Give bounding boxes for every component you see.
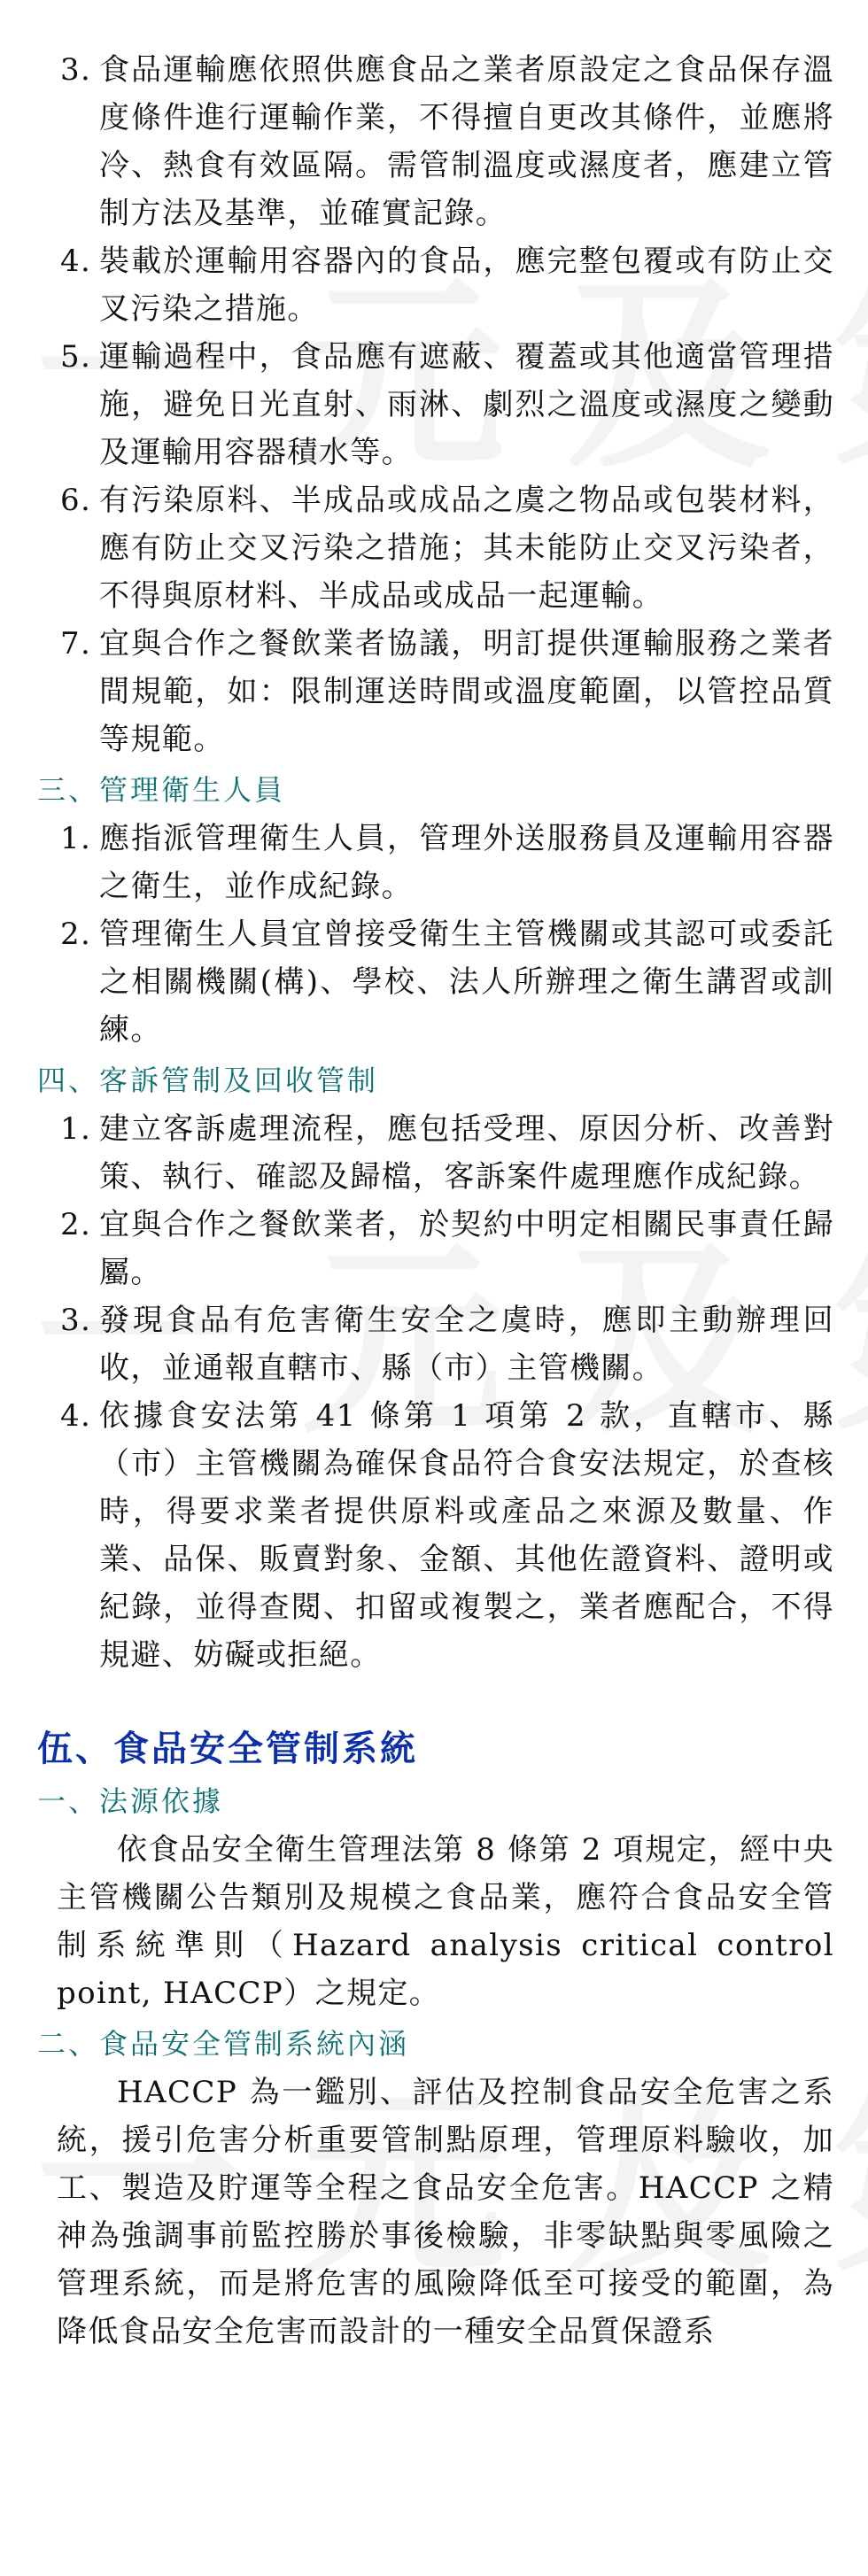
item-text: 依據食安法第 41 條第 1 項第 2 款，直轄市、縣（市）主管機關為確保食品符合食安法規定，於查核時，得要求業者提供原料或產品之來源及數量、作業、品保、販賣對象、金額、其他佐證資料、證明或紀錄，並得查閱、扣留或複製之，業者應配合，不得規避、妨礙或拒絕。 xyxy=(99,1398,834,1673)
list-item xyxy=(37,910,834,1054)
item-text: 有污染原料、半成品或成品之虞之物品或包裝材料，應有防止交叉污染之措施；其未能防止交叉污染者，不得與原材料、半成品或成品一起運輸。 xyxy=(99,483,834,614)
item-number: 3. xyxy=(60,1303,92,1338)
list-item xyxy=(37,333,834,476)
item-number: 4. xyxy=(60,244,92,279)
item-number: 4. xyxy=(60,1398,92,1434)
item-text: 宜與合作之餐飲業者，於契約中明定相關民事責任歸屬。 xyxy=(99,1207,834,1290)
item-text: 宜與合作之餐飲業者協議，明訂提供運輸服務之業者間規範，如：限制運送時間或溫度範圍，以管控品質等規範。 xyxy=(99,626,834,757)
hygiene-staff-list xyxy=(37,815,834,1054)
item-number: 6. xyxy=(60,483,92,518)
transport-list xyxy=(37,46,834,763)
list-item xyxy=(37,815,834,910)
item-text: 建立客訴處理流程，應包括受理、原因分析、改善對策、執行、確認及歸檔，客訴案件處理應作成紀錄。 xyxy=(99,1111,834,1195)
list-item xyxy=(37,237,834,333)
list-item xyxy=(37,46,834,237)
paragraph-haccp-content: HACCP 為一鑑別、評估及控制食品安全危害之系統，援引危害分析重要管制點原理，管理原料驗收，加工、製造及貯運等全程之食品安全危害。HACCP 之精神為強調事前監控勝於事後檢驗，非零缺點與零風險之管理系統，而是將危害的風險降低至可接受的範圍，為降低食品安全危害而設計的一種安全品質保證系 xyxy=(57,2075,834,2349)
section-heading-legal-basis: 一、法源依據 xyxy=(37,1784,224,1818)
item-number: 7. xyxy=(60,626,92,661)
item-number: 2. xyxy=(60,1207,92,1242)
item-text: 食品運輸應依照供應食品之業者原設定之食品保存溫度條件進行運輸作業，不得擅自更改其條件，並應將冷、熱食有效區隔。需管制溫度或濕度者，應建立管制方法及基準，並確實記錄。 xyxy=(99,52,834,231)
item-number: 2. xyxy=(60,917,92,952)
item-number: 5. xyxy=(60,339,92,375)
section-heading-hygiene-staff: 三、管理衛生人員 xyxy=(37,773,286,807)
paragraph-legal-basis: 依食品安全衛生管理法第 8 條第 2 項規定，經中央主管機關公告類別及規模之食品業，應符合食品安全管制系統準則（Hazard analysis critical control point, HACCP）之規定。 xyxy=(57,1832,834,2011)
item-text: 應指派管理衛生人員，管理外送服務員及運輸用容器之衛生，並作成紀錄。 xyxy=(99,821,834,904)
section-heading-haccp-content: 二、食品安全管制系統內涵 xyxy=(37,2027,410,2061)
complaints-recall-list xyxy=(37,1105,834,1679)
item-number: 1. xyxy=(60,821,92,856)
list-item xyxy=(37,620,834,763)
item-text: 發現食品有危害衛生安全之虞時，應即主動辦理回收，並通報直轄市、縣（市）主管機關。 xyxy=(99,1303,834,1386)
item-number: 3. xyxy=(60,52,92,88)
item-text: 管理衛生人員宜曾接受衛生主管機關或其認可或委託之相關機關(構)、學校、法人所辦理之衛生講習或訓練。 xyxy=(99,917,834,1048)
item-text: 運輸過程中，食品應有遮蔽、覆蓋或其他適當管理措施，避免日光直射、雨淋、劇烈之溫度或濕度之變動及運輸用容器積水等。 xyxy=(99,339,834,470)
list-item xyxy=(37,1201,834,1296)
list-item xyxy=(37,1296,834,1392)
section-heading-complaints-recall: 四、客訴管制及回收管制 xyxy=(37,1064,379,1097)
item-number: 1. xyxy=(60,1111,92,1147)
chapter-heading-haccp: 伍、食品安全管制系統 xyxy=(37,1729,418,1769)
item-text: 裝載於運輸用容器內的食品，應完整包覆或有防止交叉污染之措施。 xyxy=(99,244,834,327)
list-item xyxy=(37,1392,834,1679)
list-item xyxy=(37,476,834,620)
list-item xyxy=(37,1105,834,1201)
